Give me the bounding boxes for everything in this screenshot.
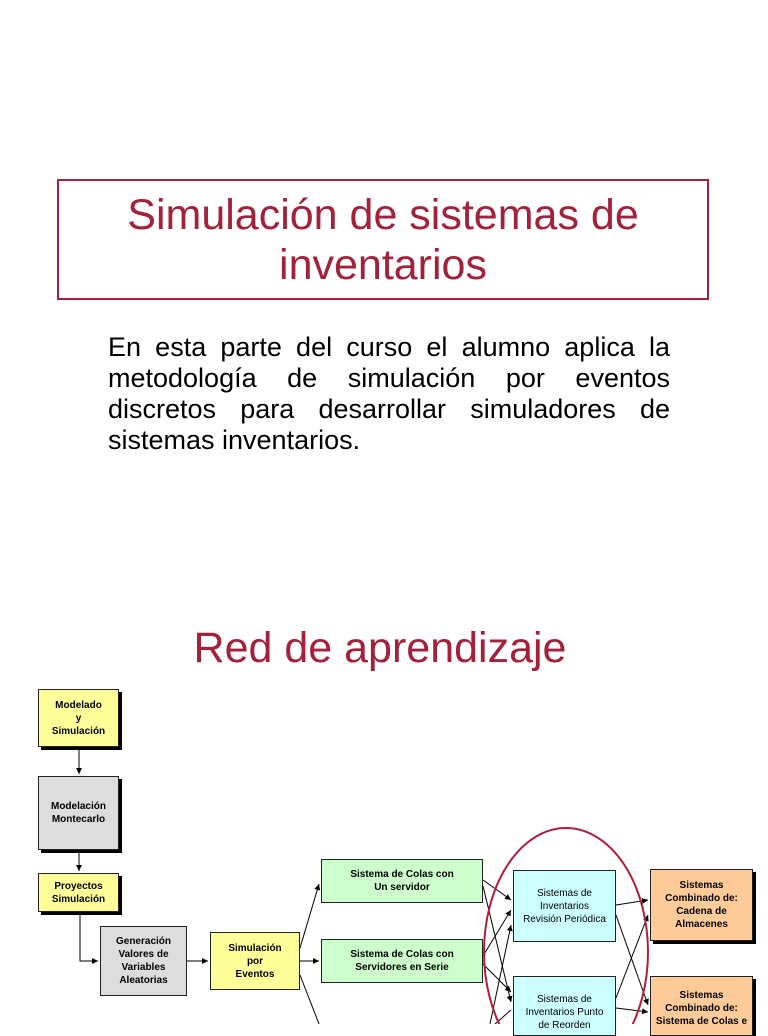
node-colas-servidores-serie: Sistema de Colas con Servidores en Serie: [321, 939, 483, 983]
node-combinado-colas: Sistemas Combinado de: Sistema de Colas e: [650, 976, 753, 1036]
node-generacion-valores: Generación Valores de Variables Aleatorias: [100, 926, 187, 996]
node-proyectos-simulacion: Proyectos Simulación: [38, 873, 119, 912]
intro-paragraph: En esta parte del curso el alumno aplica la metodología de simulación por eventos discretos para desarrollar simuladores de sistemas inventarios.: [108, 332, 670, 455]
node-simulacion-eventos: Simulación por Eventos: [210, 932, 300, 990]
node-inventarios-revision: Sistemas de Inventarios Revisión Periódica: [513, 870, 616, 942]
network-title: Red de aprendizaje: [193, 624, 567, 672]
edge-punto-colas: [616, 1008, 648, 1012]
node-combinado-cadena: Sistemas Combinado de: Cadena de Almacenes: [650, 869, 753, 941]
node-modelado-simulacion: Modelado y Simulación: [38, 689, 119, 747]
node-colas-un-servidor: Sistema de Colas con Un servidor: [321, 859, 483, 903]
edge-proyectos-generacion: [80, 912, 98, 961]
page-title: Simulación de sistemas de inventarios: [127, 190, 639, 289]
node-modelacion-montecarlo: Modelación Montecarlo: [38, 776, 119, 850]
edge-eventos-offscreen: [300, 975, 319, 1024]
edge-eventos-colas-un: [300, 884, 319, 948]
node-inventarios-punto: Sistemas de Inventarios Punto de Reorden: [513, 976, 616, 1036]
edge-revision-cadena: [616, 900, 648, 905]
